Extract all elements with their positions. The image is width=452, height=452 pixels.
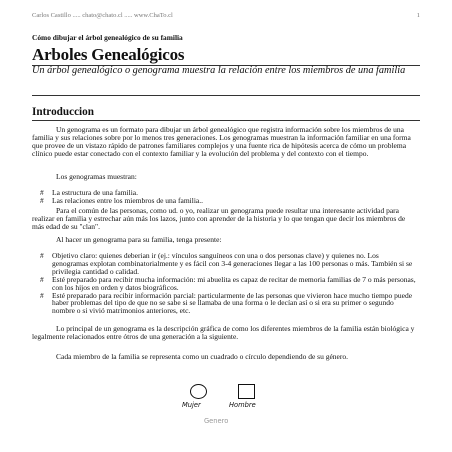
page-number: 1 xyxy=(416,12,420,19)
bullet-glyph: # xyxy=(40,274,44,284)
paragraph-intro: Un genograma es un formato para dibujar un árbol genealógico que registra información sobre los miembros de una familia y sus relaciones sobre por lo menos tres generaciones. Los genogramas muestran la información familiar en una forma que provee de un vistazo rápido de patrones familiares complejos y una fuente rica de hipótesis acerca de cómo un problema clínico puede estar conectado con el contexto familiar y la evolución del problema y del contexto con el tiempo. xyxy=(32,125,411,158)
paragraph-members: Cada miembro de la familia se representa como un cuadrado o círculo dependiendo de su género. xyxy=(56,352,348,361)
bullet-list-tips xyxy=(32,252,416,315)
list-item: # Objetivo claro: quienes deberian ir (ej.: vínculos sanguíneos con una o dos personas clave) y quienes no. Los genogramas explotan combinatorialmente y es fácil con 3-4 generaciones llegar a las 100 personas o más. También si se privilegia cantidad o calidad. xyxy=(40,251,413,276)
bullet-glyph: # xyxy=(40,290,44,300)
section-divider xyxy=(32,120,420,121)
section-heading: Introduccion xyxy=(32,106,94,118)
female-circle-symbol xyxy=(190,384,207,399)
list-item: # Las relaciones entre los miembros de una familia.. xyxy=(40,195,203,205)
bullet-glyph: # xyxy=(40,195,44,205)
female-label: Mujer xyxy=(182,401,201,409)
male-label: Hombre xyxy=(229,401,256,409)
paragraph-main: Lo principal de un genograma es la descripción gráfica de como los diferentes miembros de la familia están biológica y legalmente relacionados entre ótros de una generación a la siguiente. xyxy=(32,324,415,341)
document-supertitle: Cómo dibujar el árbol genealógico de su familia xyxy=(32,33,183,42)
paragraph-common: Para el común de las personas, como ud. o yo, realizar un genograma puede resultar una interesante actividad para realizar en familia y estrechar aún más los lazos, junto con aprender de la historia y lo que tengan que decir los miembros de más edad de su "clan". xyxy=(32,206,406,231)
figure-caption: Genero xyxy=(204,417,229,425)
document-subtitle: Un árbol genealógico o genograma muestra la relación entre los miembros de una familia xyxy=(32,65,406,76)
bullet-glyph: # xyxy=(40,251,44,260)
page-header xyxy=(32,12,420,19)
male-square-symbol xyxy=(238,384,255,399)
paragraph-keep-in-mind: Al hacer un genograma para su familia, tenga presente: xyxy=(56,235,222,244)
list-item: # Esté preparado para recibir mucha información: mi abuelita es capaz de recitar de memoria familias de 7 o más personas, con los hijos en orden y datos biográficos. xyxy=(40,274,416,292)
document-title: Arboles Genealógicos xyxy=(32,45,185,64)
list-item: # La estructura de una familia. xyxy=(40,188,139,197)
bullet-list-shows xyxy=(32,189,416,205)
subtitle-divider xyxy=(32,95,420,96)
list-item: # Esté preparado para recibir información parcial: particularmente de las personas que vivieron hace mucho tiempo puede haber problemas del tipo de que no se sabe si se llamaba de una forma o le decían así o si era su primer o segundo nombre o si vivió matrimonios anteriores, etc. xyxy=(40,290,413,316)
gender-symbols-figure xyxy=(0,382,452,432)
paragraph-shows: Los genogramas muestran: xyxy=(56,172,137,181)
bullet-glyph: # xyxy=(40,188,44,197)
header-author: Carlos Castillo ..... chato@chato.cl ..... www.ChaTo.cl xyxy=(32,12,173,19)
